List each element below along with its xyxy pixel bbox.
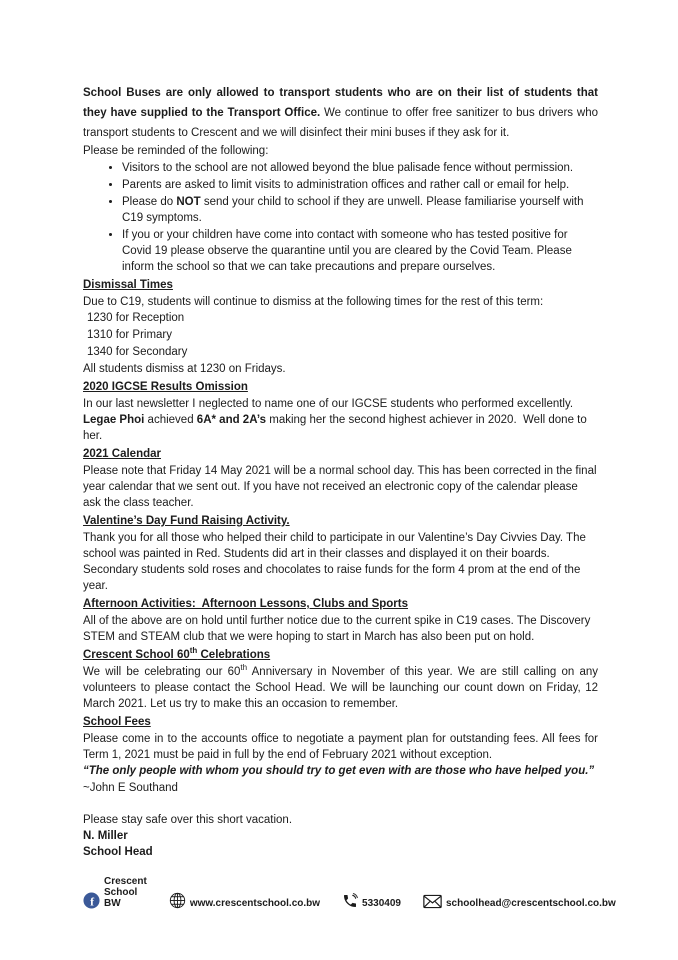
contact-footer [83, 876, 616, 909]
reminder-lead: Please be reminded of the following: [83, 145, 269, 157]
dismissal-time-reception: 1230 for Reception [87, 312, 185, 324]
bullet-unwell-bold: NOT [176, 196, 201, 208]
igcse-line1: In our last newsletter I neglected to name one of our IGCSE students who performed excellently. [83, 398, 574, 410]
intro-bold-text: School Buses are only allowed to transport students who are on their list of students that they have supplied to the Transport Office. [83, 87, 598, 119]
dismissal-time-secondary: 1340 for Secondary [87, 346, 188, 358]
intro-paragraph [83, 83, 598, 143]
celebrations-heading [83, 647, 598, 664]
valentine-paragraph: Thank you for all those who helped their child to participate in our Valentine’s Day Civvies Day. The school was painted in Red. Students did art in their classes and displayed it on their boards. Secondary students sold roses and chocolates to raise funds for the form 4 prom at the end of the year. [83, 532, 586, 592]
celebrations-paragraph [83, 664, 598, 712]
igcse-mid-text: achieved [144, 414, 197, 426]
bullet-visitors [122, 160, 598, 176]
igcse-paragraph [83, 396, 598, 444]
celebrations-para-sup: th [240, 663, 248, 673]
dismissal-times-heading: Dismissal Times [83, 279, 173, 291]
calendar-heading: 2021 Calendar [83, 448, 161, 460]
svg-text:f: f [90, 894, 95, 909]
celebrations-heading-sup: th [189, 646, 198, 656]
dismissal-para: Due to C19, students will continue to dismiss at the following times for the rest of this term: [83, 296, 544, 308]
signature-name: N. Miller [83, 830, 128, 842]
intro-normal-text: We continue to offer free sanitizer to bus drivers who transport students to Crescent and we will disinfect their mini buses if they ask for it. [83, 107, 598, 139]
phone-label: 5330409 [362, 898, 401, 909]
dismissal-friday-note: All students dismiss at 1230 on Fridays. [83, 363, 286, 375]
email-contact [423, 894, 616, 909]
email-label: schoolhead@crescentschool.co.bw [445, 898, 616, 909]
valentine-heading: Valentine’s Day Fund Raising Activity. [83, 515, 290, 527]
facebook-icon [83, 892, 100, 909]
fees-paragraph: Please come in to the accounts office to negotiate a payment plan for outstanding fees. All fees for Term 1, 2021 must be paid in full by the end of February 2021 without exception. [83, 733, 598, 761]
facebook-label: Crescent School BW [104, 876, 147, 909]
phone-contact [342, 893, 401, 909]
bullet-covid-contact-text: If you or your children have come into contact with someone who has tested positive for Covid 19 please observe the quarantine until you are cleared by the Covid Team. Please inform the school so that we can take precautions and prepare ourselves. [122, 229, 572, 273]
dismissal-times-list [83, 310, 598, 361]
quote-text: “The only people with whom you should try to get even with are those who have helped you.” [83, 765, 595, 777]
globe-icon [169, 892, 186, 909]
bullet-unwell-pre: Please do [122, 196, 177, 208]
bullet-unwell-post: send your child to school if they are unwell. Please familiarise yourself with C19 symptoms. [122, 196, 584, 224]
stay-safe-line: Please stay safe over this short vacation. [83, 814, 293, 826]
envelope-icon [423, 894, 442, 909]
igcse-heading: 2020 IGCSE Results Omission [83, 381, 248, 393]
bullet-unwell [122, 194, 598, 226]
igcse-student-name: Legae Phoi [83, 414, 145, 426]
quote-attribution: ~John E Southand [83, 782, 178, 794]
celebrations-heading-post: Celebrations [197, 649, 271, 661]
phone-icon [342, 893, 358, 909]
fees-heading: School Fees [83, 716, 151, 728]
celebrations-heading-pre: Crescent School 60 [83, 649, 190, 661]
website-label: www.crescentschool.co.bw [189, 898, 321, 909]
website-contact [169, 892, 320, 909]
celebrations-para-pre: We will be celebrating our 60 [83, 666, 241, 678]
afternoon-activities-paragraph: All of the above are on hold until further notice due to the current spike in C19 cases. The Discovery STEM and STEAM club that we were hoping to start in March has also been put on hold. [83, 615, 591, 643]
igcse-tail-text: making her the second highest achiever in 2020. Well done to her. [83, 414, 590, 442]
dismissal-time-primary: 1310 for Primary [87, 329, 173, 341]
celebrations-para-post: Anniversary in November of this year. We are still calling on any volunteers to please contact the School Head. We will be launching our count down on Friday, 12 March 2021. Let us try to make this an occasion to remember. [83, 666, 598, 710]
bullet-parents-text: Parents are asked to limit visits to administration offices and rather call or email for help. [122, 179, 570, 191]
signature-title: School Head [83, 846, 153, 858]
afternoon-activities-heading: Afternoon Activities: Afternoon Lessons, Clubs and Sports [83, 598, 409, 610]
igcse-grades: 6A* and 2A’s [196, 414, 267, 426]
bullet-parents [122, 177, 598, 193]
calendar-paragraph: Please note that Friday 14 May 2021 will be a normal school day. This has been corrected in the final year calendar that we sent out. If you have not received an electronic copy of the calendar please ask the class teacher. [83, 465, 597, 509]
facebook-contact [83, 876, 147, 909]
bullet-covid-contact [122, 227, 598, 275]
reminder-bullet-list [83, 160, 598, 275]
bullet-visitors-text: Visitors to the school are not allowed beyond the blue palisade fence without permission. [122, 162, 574, 174]
